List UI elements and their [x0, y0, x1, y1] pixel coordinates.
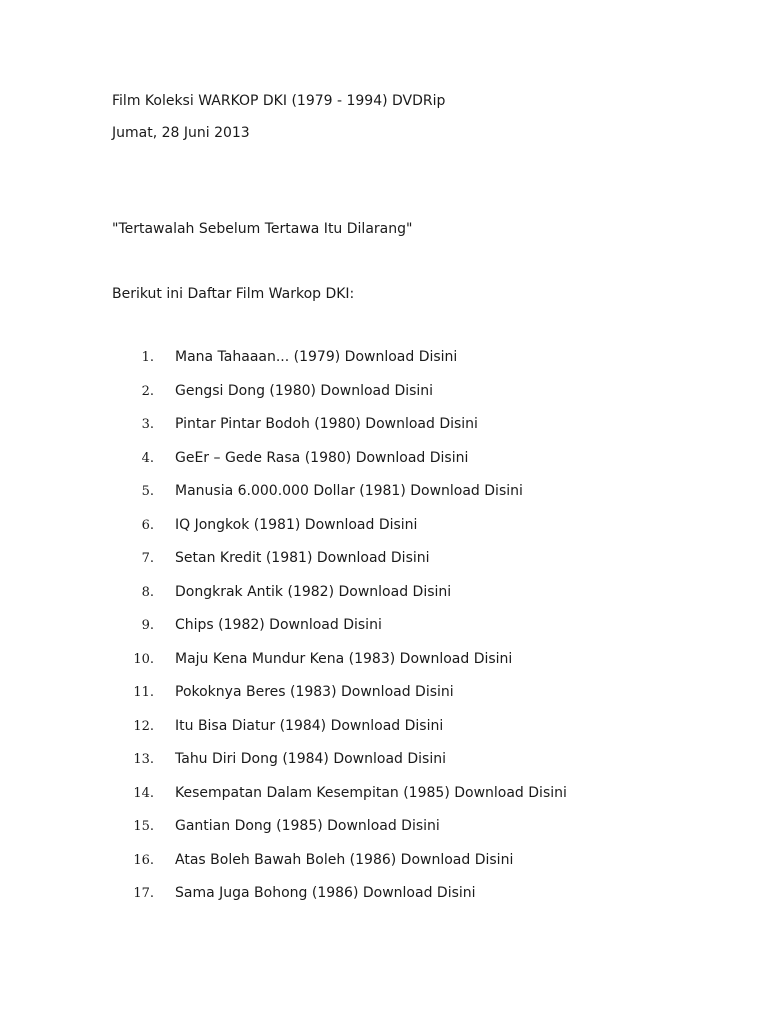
list-item — [0, 851, 700, 885]
list-item-text: Chips (1982) Download Disini — [175, 617, 382, 633]
list-item-text: Tahu Diri Dong (1984) Download Disini — [175, 751, 446, 767]
list-item-number: 16. — [133, 852, 154, 868]
list-item-text: Gantian Dong (1985) Download Disini — [175, 818, 440, 834]
list-item — [0, 884, 700, 918]
list-intro: Berikut ini Daftar Film Warkop DKI: — [112, 286, 355, 302]
list-item — [0, 817, 700, 851]
list-item-text: GeEr – Gede Rasa (1980) Download Disini — [175, 449, 469, 466]
list-item-number: 10. — [133, 651, 154, 667]
list-item-number: 4. — [141, 450, 154, 466]
list-item-text: Pokoknya Beres (1983) Download Disini — [175, 684, 454, 700]
list-item-text: Sama Juga Bohong (1986) Download Disini — [175, 885, 476, 901]
list-item — [0, 449, 700, 483]
list-item-number: 17. — [133, 886, 154, 901]
document-title: Film Koleksi WARKOP DKI (1979 - 1994) DVDRip — [112, 93, 446, 109]
list-item — [0, 616, 700, 650]
list-item-number: 5. — [141, 484, 154, 499]
list-item — [0, 348, 700, 382]
list-item — [0, 549, 700, 583]
list-item-number: 8. — [141, 584, 154, 600]
list-item — [0, 583, 700, 617]
list-item-number: 6. — [141, 517, 154, 533]
list-item-number: 12. — [133, 718, 154, 734]
list-item-text: Gengsi Dong (1980) Download Disini — [175, 382, 434, 399]
list-item-number: 15. — [133, 819, 154, 834]
list-item — [0, 482, 700, 516]
film-list — [0, 348, 700, 918]
list-item-number: 7. — [141, 551, 154, 566]
list-item-text: Maju Kena Mundur Kena (1983) Download Disini — [175, 650, 513, 667]
tagline-quote: "Tertawalah Sebelum Tertawa Itu Dilarang" — [112, 221, 413, 237]
list-item-number: 14. — [133, 785, 154, 801]
list-item — [0, 750, 700, 784]
list-item-text: Itu Bisa Diatur (1984) Download Disini — [175, 717, 444, 734]
list-item-number: 9. — [141, 618, 154, 633]
list-item-number: 13. — [133, 752, 154, 767]
list-item-text: Manusia 6.000.000 Dollar (1981) Download Disini — [175, 483, 523, 499]
list-item-number: 1. — [141, 350, 154, 365]
list-item-number: 2. — [141, 383, 154, 399]
list-item-text: Pintar Pintar Bodoh (1980) Download Disini — [175, 416, 478, 432]
list-item-text: IQ Jongkok (1981) Download Disini — [175, 516, 418, 533]
list-item — [0, 650, 700, 684]
document-date: Jumat, 28 Juni 2013 — [112, 125, 250, 141]
list-item — [0, 382, 700, 416]
list-item-number: 11. — [133, 685, 154, 700]
list-item-text: Atas Boleh Bawah Boleh (1986) Download Disini — [175, 851, 514, 868]
list-item-number: 3. — [141, 417, 154, 432]
list-item-text: Kesempatan Dalam Kesempitan (1985) Download Disini — [175, 784, 567, 801]
list-item-text: Mana Tahaaan... (1979) Download Disini — [175, 349, 458, 365]
list-item — [0, 516, 700, 550]
list-item-text: Dongkrak Antik (1982) Download Disini — [175, 583, 452, 600]
list-item-text: Setan Kredit (1981) Download Disini — [175, 550, 430, 566]
list-item — [0, 683, 700, 717]
list-item — [0, 784, 700, 818]
list-item — [0, 717, 700, 751]
list-item — [0, 415, 700, 449]
